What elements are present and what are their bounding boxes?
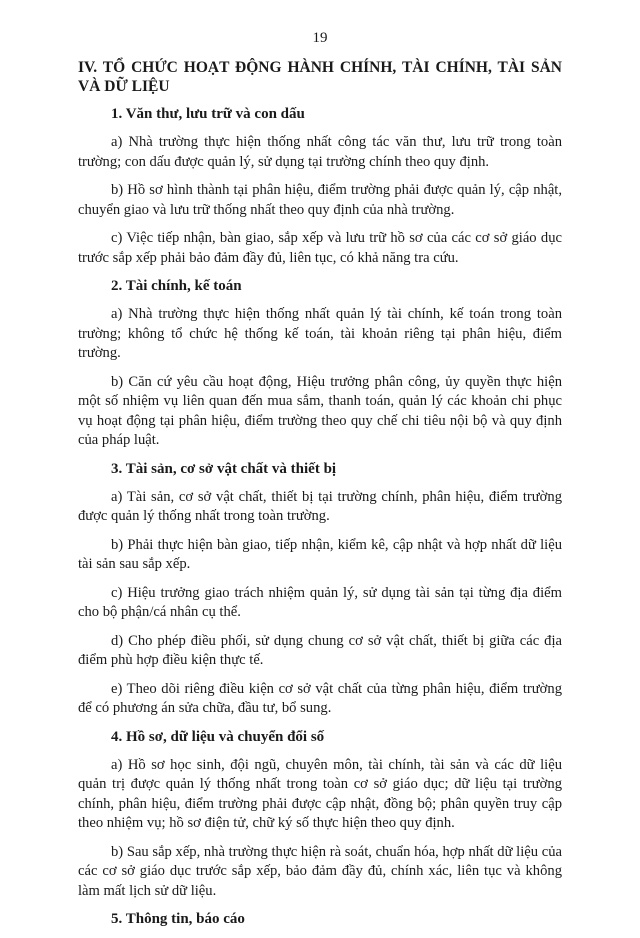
subsection-heading: 4. Hồ sơ, dữ liệu và chuyển đổi số [111,728,325,745]
paragraph: a) Hồ sơ học sinh, đội ngũ, chuyên môn, tài chính, tài sản và các dữ liệu quản trị được quản lý thống nhất trong toàn cơ sở giáo dục; dữ liệu tại trường chính, phân hiệu, điểm trường phải được cập nhật, đồng bộ; phân quyền truy cập theo nhiệm vụ; hồ sơ điện tử, chữ ký số thực hiện theo quy định. [78,756,562,831]
subsection-bao-cao [78,910,562,929]
paragraph: c) Việc tiếp nhận, bàn giao, sắp xếp và lưu trữ hồ sơ của các cơ sở giáo dục trước sắp xếp phải bảo đảm đầy đủ, liên tục, có khả năng tra cứu. [78,230,562,266]
paragraph: e) Theo dõi riêng điều kiện cơ sở vật chất của từng phân hiệu, điểm trường để có phương án sửa chữa, đầu tư, bổ sung. [78,680,562,716]
paragraph: c) Hiệu trưởng giao trách nhiệm quản lý, sử dụng tài sản tại từng địa điểm cho bộ phận/cá nhân cụ thể. [78,584,562,620]
subsection-heading: 2. Tài chính, kế toán [111,278,242,294]
section-title: IV. TỔ CHỨC HOẠT ĐỘNG HÀNH CHÍNH, TÀI CHÍNH, TÀI SẢN VÀ DỮ LIỆU [78,59,562,95]
paragraph: b) Phải thực hiện bàn giao, tiếp nhận, kiểm kê, cập nhật và hợp nhất dữ liệu tài sản sau sắp xếp. [78,536,562,572]
paragraph: b) Hồ sơ hình thành tại phân hiệu, điểm trường phải được quản lý, cập nhật, chuyển giao và lưu trữ thống nhất theo quy định của nhà trường. [78,182,562,218]
subsection-du-lieu [78,728,562,902]
paragraph: a) Tài sản, cơ sở vật chất, thiết bị tại trường chính, phân hiệu, điểm trường được quản lý thống nhất trong toàn trường. [78,488,562,524]
subsection-tai-chinh [78,277,562,451]
paragraph: a) Nhà trường thực hiện thống nhất công tác văn thư, lưu trữ trong toàn trường; con dấu được quản lý, sử dụng tại trường chính theo quy định. [78,134,562,170]
subsection-heading: 3. Tài sản, cơ sở vật chất và thiết bị [111,460,337,477]
paragraph: d) Cho phép điều phối, sử dụng chung cơ sở vật chất, thiết bị giữa các địa điểm phù hợp điều kiện thực tế. [78,632,562,668]
paragraph: b) Căn cứ yêu cầu hoạt động, Hiệu trưởng phân công, ủy quyền thực hiện một số nhiệm vụ liên quan đến mua sắm, thanh toán, quản lý các khoản chi phục vụ hoạt động tại phân hiệu, điểm trường theo quy chế chi tiêu nội bộ và quy định của pháp luật. [78,373,562,448]
document-body [78,58,562,938]
subsection-heading: 5. Thông tin, báo cáo [111,911,245,927]
paragraph: b) Sau sắp xếp, nhà trường thực hiện rà soát, chuẩn hóa, hợp nhất dữ liệu của các cơ sở giáo dục trước sắp xếp, bảo đảm đầy đủ, chính xác, liên tục và không làm mất lịch sử dữ liệu. [78,843,562,899]
page-number: 19 [312,30,328,46]
subsection-tai-san [78,460,562,719]
paragraph: a) Nhà trường thực hiện thống nhất quản lý tài chính, kế toán trong toàn trường; không tổ chức hệ thống kế toán, tài khoản riêng tại phân hiệu, điểm trường. [78,306,562,361]
subsection-van-thu [78,105,562,268]
subsection-heading: 1. Văn thư, lưu trữ và con dấu [111,106,305,122]
